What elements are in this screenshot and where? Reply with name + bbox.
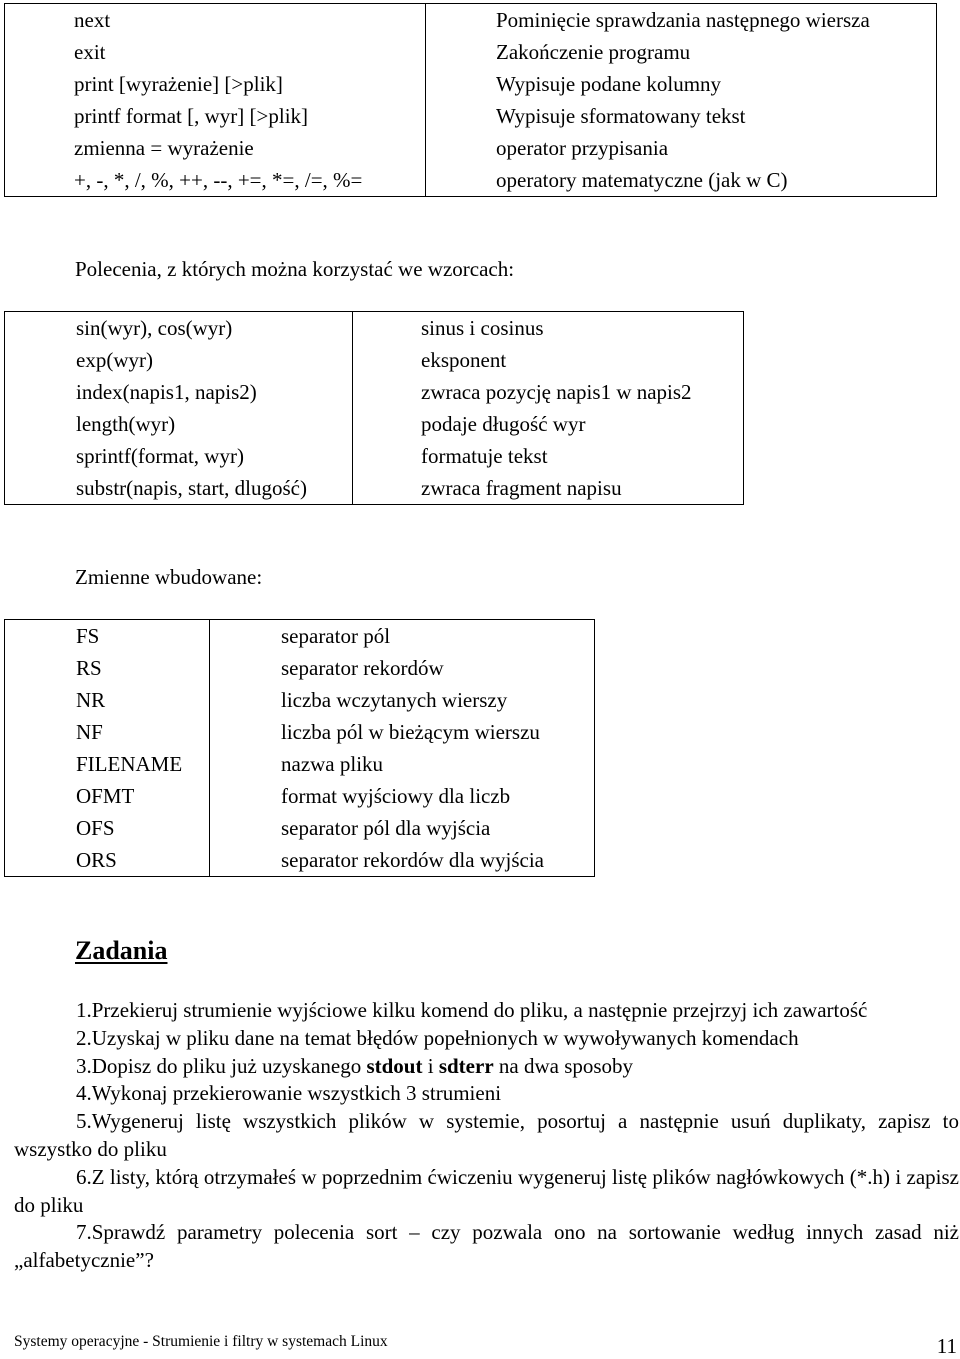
variable-cell: NR — [5, 684, 210, 716]
task-item: 7.Sprawdź parametry polecenia sort – czy pozwala ono na sortowanie według innych zasad niż „alfabetycznie”? — [14, 1220, 959, 1273]
description-cell: eksponent — [353, 344, 744, 376]
description-cell: Zakończenie programu — [426, 36, 937, 68]
description-cell: liczba pól w bieżącym wierszu — [210, 716, 595, 748]
function-cell: substr(napis, start, dlugość) — [5, 472, 353, 505]
task-text: i — [422, 1053, 439, 1078]
table-row — [5, 684, 595, 716]
description-cell: separator pól — [210, 620, 595, 653]
task-text: 3.Dopisz do pliku już uzyskanego — [76, 1053, 367, 1078]
builtin-variables-table — [4, 619, 595, 877]
task-item: 4.Wykonaj przekierowanie wszystkich 3 strumieni — [76, 1081, 502, 1106]
function-cell: sprintf(format, wyr) — [5, 440, 353, 472]
description-cell: Pominięcie sprawdzania następnego wiersza — [426, 4, 937, 37]
description-cell: nazwa pliku — [210, 748, 595, 780]
table-row — [5, 620, 595, 653]
variable-cell: RS — [5, 652, 210, 684]
description-cell: separator pól dla wyjścia — [210, 812, 595, 844]
function-cell: sin(wyr), cos(wyr) — [5, 312, 353, 345]
pattern-functions-table — [4, 311, 744, 505]
description-cell: separator rekordów — [210, 652, 595, 684]
table-row — [5, 36, 937, 68]
stdout-term: stdout — [366, 1053, 423, 1078]
table-row — [5, 164, 937, 197]
variables-label: Zmienne wbudowane: — [75, 565, 263, 589]
command-cell: printf format [, wyr] [>plik] — [5, 100, 426, 132]
task-item — [14, 1053, 959, 1081]
page-footer: Systemy operacyjne - Strumienie i filtry w systemach Linux — [14, 1333, 388, 1350]
task-item: 6.Z listy, którą otrzymałeś w poprzednim ćwiczeniu wygeneruj listę plików nagłówkowych (*.h) i zapisz do pliku — [14, 1164, 959, 1217]
variable-cell: NF — [5, 716, 210, 748]
task-item: 2.Uzyskaj w pliku dane na temat błędów popełnionych w wywoływanych komendach — [76, 1025, 799, 1050]
tasks-heading: Zadania — [75, 936, 168, 965]
task-text: na dwa sposoby — [493, 1053, 634, 1078]
task-item: 1.Przekieruj strumienie wyjściowe kilku komend do pliku, a następnie przejrzyj ich zawartość — [76, 998, 868, 1022]
description-cell: liczba wczytanych wierszy — [210, 684, 595, 716]
command-cell: print [wyrażenie] [>plik] — [5, 68, 426, 100]
description-cell: sinus i cosinus — [353, 312, 744, 345]
command-cell: next — [5, 4, 426, 37]
table-row — [5, 844, 595, 877]
tasks-list — [14, 997, 959, 1275]
description-cell: Wypisuje podane kolumny — [426, 68, 937, 100]
table-row — [5, 472, 744, 505]
table-row — [5, 748, 595, 780]
table-row — [5, 408, 744, 440]
variable-cell: FS — [5, 620, 210, 653]
description-cell: operator przypisania — [426, 132, 937, 164]
table-row — [5, 4, 937, 37]
command-cell: exit — [5, 36, 426, 68]
description-cell: format wyjściowy dla liczb — [210, 780, 595, 812]
variable-cell: OFMT — [5, 780, 210, 812]
table-row — [5, 440, 744, 472]
table-row — [5, 716, 595, 748]
table-row — [5, 652, 595, 684]
description-cell: Wypisuje sformatowany tekst — [426, 100, 937, 132]
description-cell: zwraca pozycję napis1 w napis2 — [353, 376, 744, 408]
table-row — [5, 344, 744, 376]
variable-cell: OFS — [5, 812, 210, 844]
function-cell: index(napis1, napis2) — [5, 376, 353, 408]
command-cell: zmienna = wyrażenie — [5, 132, 426, 164]
table-row — [5, 312, 744, 345]
description-cell: formatuje tekst — [353, 440, 744, 472]
table-row — [5, 68, 937, 100]
description-cell: zwraca fragment napisu — [353, 472, 744, 505]
table-row — [5, 100, 937, 132]
function-cell: exp(wyr) — [5, 344, 353, 376]
table-row — [5, 812, 595, 844]
variable-cell: FILENAME — [5, 748, 210, 780]
description-cell: operatory matematyczne (jak w C) — [426, 164, 937, 197]
command-cell: +, -, *, /, %, ++, --, +=, *=, /=, %= — [5, 164, 426, 197]
function-cell: length(wyr) — [5, 408, 353, 440]
table-row — [5, 376, 744, 408]
page-number: 11 — [936, 1334, 957, 1358]
table-row — [5, 780, 595, 812]
task-item: 5.Wygeneruj listę wszystkich plików w systemie, posortuj a następnie usuń duplikaty, zapisz to wszystko do pliku — [14, 1109, 959, 1161]
description-cell: podaje długość wyr — [353, 408, 744, 440]
sdterr-term: sdterr — [438, 1053, 494, 1078]
table-row — [5, 132, 937, 164]
awk-commands-table — [4, 3, 937, 197]
description-cell: separator rekordów dla wyjścia — [210, 844, 595, 877]
functions-label: Polecenia, z których można korzystać we wzorcach: — [75, 257, 515, 281]
variable-cell: ORS — [5, 844, 210, 877]
